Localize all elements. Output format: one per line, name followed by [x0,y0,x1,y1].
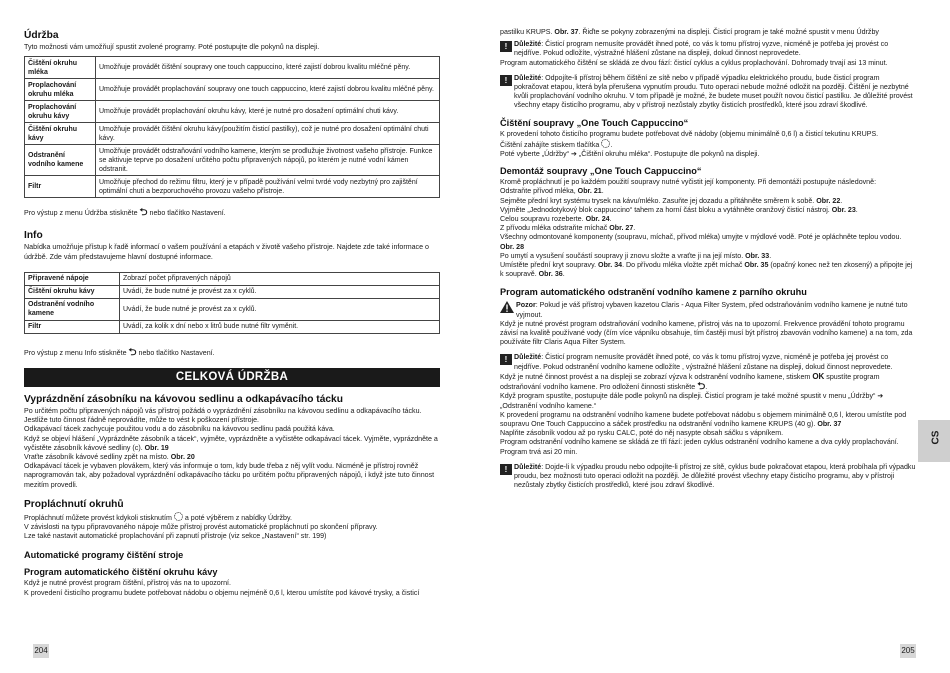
demont-step: Celou soupravu rozeberte. Obr. 24. [500,215,612,224]
udrzba-heading: Údržba [24,30,59,41]
program-p2: K provedení čisticího programu budete potřebovat nádobu o objemu nejméně 0,6 l, kterou umístíte pod kávové trysky, a čisticí [24,588,420,597]
program-p1: Když je nutné provést program čištění, přístroj vás na to upozorní. [24,579,232,588]
udrzba-value: Umožňuje provádět proplachování soupravy one touch cappuccino, které zajistí dobrou kvalitu mléčné pěny. [96,79,440,101]
udrzba-row [25,101,440,123]
udrzba-value: Umožňuje přechod do režimu filtru, který je v případě používání velmi tvrdé vody nezbytný pro zajištění optimální chuti a bezporuchového provozu vašeho přístroje. [96,176,440,198]
udrzba-value: Umožňuje provádět proplachování okruhu kávy, které je nutné pro dosažení optimální chuti kávy. [96,101,440,123]
udrzba-key: Proplachování okruhu kávy [25,101,96,123]
demont-step: Po umytí a vysušení součástí soupravy ji znovu složte a vraťte ji na její místo. Obr. 33. [500,251,772,260]
gear-icon [174,512,183,521]
info-key: Připravené nápoje [25,272,120,285]
udrzba-row [25,79,440,101]
note-pozor: Pozor: Pokud je váš přístroj vybaven kazetou Claris - Aqua Filter System, před odstraňováním vodního kamene je nutné tuto vyjmout. [500,301,916,319]
warning-triangle-icon [500,301,514,313]
auto-heading: Automatické programy čištění stroje [24,550,184,561]
page-number-left: 204 [33,644,49,658]
info-exit-text: Pro výstup z menu Info stiskněte ⮌ nebo tlačítko Nastavení. [24,346,215,358]
exclamation-icon: ! [500,75,512,86]
demont-steps [500,178,916,279]
descale-p2: Když je nutné činnost provést a na displeji se zobrazí výzva k odstranění vodního kamene, stiskem OK spustíte program odstraňování vodního kamene. Pro odložení činnosti stiskněte ⮌. [500,371,880,393]
info-intro: Nabídka umožňuje přístup k řadě informací o vašem používání a etapách v životě vašeho přístroje. Najdete zde také informace o údržbě. Zde vám představujeme hlavní dostupné informace. [24,243,429,261]
udrzba-key: Filtr [25,176,96,198]
vyprazdneni-heading: Vyprázdnění zásobníku na kávovou sedlinu a odkapávacího tácku [24,394,343,406]
vyprazdneni-p5: Odkapávací tácek je vybaven plovákem, který vás informuje o tom, kdy bude třeba z něj vylít vodu. Nicméně je přístroj rovněž naprogramován tak, aby požadoval vyprázdnění odkapávacího tácku po určitém počtu připravených nápojů, i když jste tuto činnost mezitím provedli. [24,462,435,489]
page-number-right: 205 [900,644,916,658]
vyprazdneni-p2: Odkapávací tácek zachycuje použitou vodu a do zásobníku na kávovou sedlinu padá použitá káva. [24,425,335,434]
demont-step: Vyjměte „Jednodotykový blok cappuccino“ tahem za horní část bloku a vytáhněte oranžový čisticí nástroj. Obr. 23. [500,205,858,214]
udrzba-value: Umožňuje provádět odstraňování vodního kamene, kterým se prodlužuje životnost vašeho přístroje. Funkce se aktivuje teprve po dosažení určitého počtu připravených nápojů, po kterém je nutné vodní kámen odstranit. [96,145,440,176]
gear-icon [601,139,610,148]
section-banner: CELKOVÁ ÚDRŽBA [24,368,440,387]
info-value: Uvádí, že bude nutné je provést za x cyklů. [120,285,440,298]
udrzba-exit-text: Pro výstup z menu Údržba stiskněte ⮌ nebo tlačítko Nastavení. [24,207,226,219]
demont-heading: Demontáž soupravy „One Touch Cappuccino“ [500,166,702,177]
back-arrow-icon: ⮌ [697,381,706,393]
descale-p6: Program odstranění vodního kamene se skládá ze tří fází: jeden cyklus odstranění vodního kamene a dva cykly proplachování. Program trvá asi 20 min. [500,438,899,456]
demont-step: Umístěte přední kryt soupravy. Obr. 34. Do přívodu mléka vložte zpět míchač Obr. 35 (opačný konec než ten zkosený) a připojte jej k soupravě. Obr. 36. [500,261,913,279]
exclamation-icon: ! [500,464,512,475]
exclamation-icon: ! [500,354,512,365]
clean-heading: Čištění soupravy „One Touch Cappuccino“ [500,117,689,128]
vyprazdneni-p1: Po určitém počtu připravených nápojů vás přístroj požádá o vyprázdnění zásobníku na kávovou sedlinu a odkapávacího tácku. Jestliže tuto činnost řádně neprovádíte, může to vést k poškození přístroje. [24,407,422,425]
proplach-p3: Lze také nastavit automatické proplachování při zapnutí přístroje (viz sekce „Nastavení“ str. 199) [24,532,327,541]
demont-step: Odstraňte přívod mléka, Obr. 21. [500,187,604,196]
demont-step: Z přívodu mléka odstraňte míchač Obr. 27. [500,224,636,233]
note-important-4: ! Důležité: Dojde-li k výpadku proudu nebo odpojíte-li přístroj ze sítě, cyklus bude pokračovat etapou, která probíhala při výpadku proudu, bez možnosti tuto operaci odložit na později. Je důležité provést všechny etapy čisticího programu, aby v přístroji nezůstaly zbytky čisticích prostředků, které jsou zdraví škodlivé. [500,463,916,491]
demont-step: Všechny odmontované komponenty (soupravu, míchač, přívod mléka) umyjte v mýdlové vodě. Poté je opláchněte teplou vodou. Obr. 28 [500,233,902,251]
proplach-p2: V závislosti na typu připravovaného nápoje může přístroj provést automatické propláchnutí po skončení přípravy. [24,523,378,532]
udrzba-row [25,57,440,79]
descale-p5: Naplňte zásobník vodou až po rysku CALC, poté do něj nasypte obsah sáčku s vápníkem. [500,429,784,438]
note-important-2: ! Důležité: Odpojíte-li přístroj během čištění ze sítě nebo v případě výpadku elektrického proudu, bude čisticí program pokračovat etapou, která byla přerušena vypnutím proudu. Tuto operaci nebude možné odložit na později. Čištění je nezbytné kvůli proplachování vodního okruhu. V tom případě je možné, že budete muset použít novou čisticí pastilku. Je důležité provést všechny etapy čisticího programu, aby v přístroji nezůstaly zbytky čisticích prostředků, které jsou zdraví škodlivé. [500,74,916,111]
udrzba-value: Umožňuje provádět čištění soupravy one touch cappuccino, které zajistí dobrou kvalitu mléčné pěny. [96,57,440,79]
note-important-3: ! Důležité: Čisticí program nemusíte provádět ihned poté, co vás k tomu přístroj vyzve, nicméně je potřeba jej provést co nejdříve. Pokud odstranění vodního kamene odložíte , výstražné hlášení zůstane na displeji, dokud činnost neprovedete. [500,353,916,371]
back-arrow-icon: ⮌ [139,207,148,219]
language-tab: CS [918,420,950,462]
descale-p4: K provedení programu na odstranění vodního kamene budete potřebovat nádobu s objemem minimálně 0,6 l, kterou umístíte pod soupravu One Touch Cappuccino a sáček prostředku na odstranění vodního kamene KRUPS (40 g). Obr. 37 [500,410,907,428]
udrzba-key: Čištění okruhu mléka [25,57,96,79]
udrzba-intro: Tyto možnosti vám umožňují spustit zvolené programy. Poté postupujte dle pokynů na displeji. [24,43,320,51]
right-top-text: pastilku KRUPS. Obr. 37. Řiďte se pokyny zobrazenými na displeji. Čisticí program je také možné spustit v menu Údržby [500,28,879,36]
udrzba-table [24,56,440,198]
udrzba-row [25,145,440,176]
udrzba-row [25,176,440,198]
prog-info: Program automatického čištění se skládá ze dvou fází: čisticí cyklus a cyklus proplachování. Dohromady trvají asi 13 minut. [500,58,888,67]
info-key: Čištění okruhu kávy [25,285,120,298]
info-value: Uvádí, za kolik x dní nebo x litrů bude nutné filtr vyměnit. [120,320,440,333]
back-arrow-icon: ⮌ [128,346,137,358]
demont-step: Sejměte přední kryt systému trysek na kávu/mléko. Zasuňte jej dozadu a přitáhněte směrem k sobě. Obr. 22. [500,196,843,205]
info-key: Filtr [25,320,120,333]
vyprazdneni-p3: Když se objeví hlášení „Vyprázdněte zásobník a tácek“, vyjměte, vyprázdněte a vyčistěte odkapávací tácek. Vyjměte, vyprázdněte a vyčistěte zásobník kávové sedliny (c). Obr. 19 [24,434,438,452]
proplach-heading: Propláchnutí okruhů [24,498,124,510]
note-important-1: ! Důležité: Čisticí program nemusíte provádět ihned poté, co vás k tomu přístroj vyzve, nicméně je potřeba jej provést co nejdříve. Pokud odložíte, výstražné hlášení zůstane na displeji, dokud činnost neprovedete. [500,40,916,58]
info-heading: Info [24,230,43,242]
info-value: Uvádí, že bude nutné je provést za x cyklů. [120,298,440,320]
info-row [25,272,440,285]
right-page [500,0,916,673]
udrzba-key: Čištění okruhu kávy [25,123,96,145]
program-heading: Program automatického čištění okruhu kávy [24,567,218,578]
clean-p3: Poté vyberte „Údržby“ ➔ „Čištění okruhu mléka“. Postupujte dle pokynů na displeji. [500,150,760,159]
demont-step: Kromě propláchnutí je po každém použití soupravy nutné vyčistit její komponenty. Při demontáži postupujte následovně: [500,178,877,187]
vyprazdneni-p4: Vraťte zásobník kávové sedliny zpět na místo. Obr. 20 [24,453,195,462]
udrzba-key: Proplachování okruhu mléka [25,79,96,101]
udrzba-value: Umožňuje provádět čištění okruhu kávy(použitím čisticí pastilky), což je nutné pro dosažení optimální chuti kávy. [96,123,440,145]
udrzba-key: Odstranění vodního kamene [25,145,96,176]
info-value: Zobrazí počet připravených nápojů [120,272,440,285]
info-row [25,285,440,298]
exclamation-icon: ! [500,41,512,52]
clean-p1: K provedení tohoto čisticího programu budete potřebovat dvě nádoby (objemu minimálně 0,6 l) a čisticí tekutinu KRUPS. [500,129,879,138]
left-page [24,0,440,673]
info-row [25,298,440,320]
proplach-p1: Propláchnutí můžete provést kdykoli stisknutím a poté výběrem z nabídky Údržby. [24,513,292,522]
info-key: Odstranění vodního kamene [25,298,120,320]
descale-heading: Program automatického odstranění vodního kamene z parního okruhu [500,287,807,298]
clean-p2: Čištění zahájíte stiskem tlačítka . [500,140,613,149]
info-row [25,320,440,333]
info-table [24,272,440,334]
descale-p3: Když program spustíte, postupujte dále podle pokynů na displeji. Čisticí program je také možné spustit v menu „Údržby“ ➔ „Odstranění vodního kamene.“ [500,392,884,410]
udrzba-row [25,123,440,145]
descale-p1: Když je nutné provést program odstraňování vodního kamene, přístroj vás na to upozorní. Frekvence provádění tohoto programu závisí na kvalitě používané vody (čím více vápníku obsahuje, tím častěji musí být přístroj zbavován vodního kamene) a na tom, zda používáte filtr Claris Aqua Filter System. [500,319,913,347]
ok-button-icon: OK [812,371,825,381]
